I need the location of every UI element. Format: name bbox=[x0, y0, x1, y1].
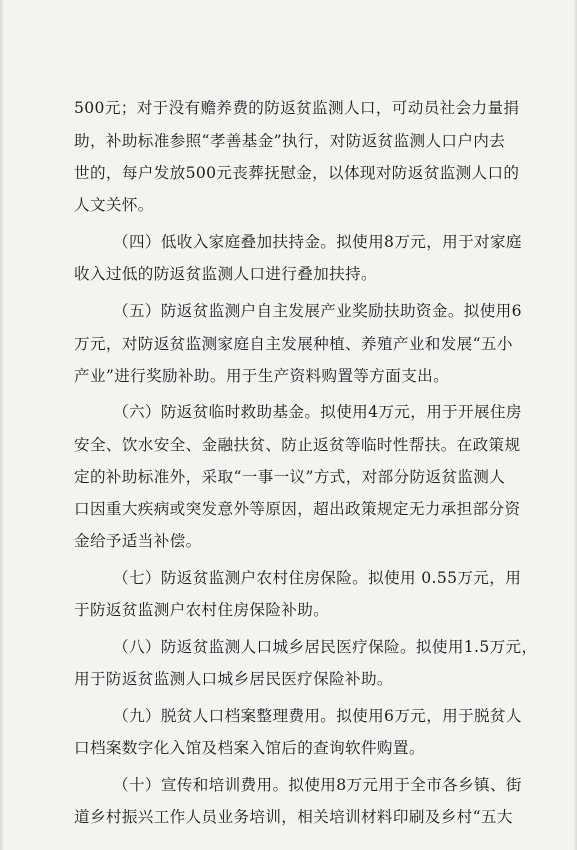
text-line-7: （五）防返贫监测户自主发展产业奖励扶助资金。拟使用6 bbox=[113, 302, 522, 320]
text-line-20: 口档案数字化入馆及档案入馆后的查询软件购置。 bbox=[74, 739, 425, 757]
text-line-21: （十）宣传和培训费用。拟使用8万元用于全市各乡镇、街 bbox=[113, 776, 522, 794]
text-line-1: 500元；对于没有赡养费的防返贫监测人口，可动员社会力量捐 bbox=[74, 99, 520, 117]
text-line-12: 定的补助标准外，采取“一事一议”方式，对部分防返贫监测人 bbox=[74, 468, 506, 486]
text-line-6: 收入过低的防返贫监测人口进行叠加扶持。 bbox=[74, 265, 377, 283]
text-line-22: 道乡村振兴工作人员业务培训，相关培训材料印刷及乡村“五大 bbox=[74, 808, 513, 826]
scan-edge-right bbox=[573, 0, 577, 850]
text-line-18: 用于防返贫监测人口城乡居民医疗保险补助。 bbox=[74, 670, 393, 688]
text-line-19: （九）脱贫人口档案整理费用。拟使用6万元，用于脱贫人 bbox=[113, 707, 522, 725]
text-line-8: 万元，对防返贫监测家庭自主发展种植、养殖产业和发展“五小 bbox=[74, 335, 513, 353]
text-line-5: （四）低收入家庭叠加扶持金。拟使用8万元，用于对家庭 bbox=[113, 233, 522, 251]
text-line-15: （七）防返贫监测户农村住房保险。拟使用 0.55万元，用 bbox=[113, 569, 522, 587]
text-line-3: 世的，每户发放500元丧葬抚慰金，以体现对防返贫监测人口的 bbox=[74, 164, 520, 182]
scan-edge-left bbox=[0, 0, 4, 850]
text-line-2: 助，补助标准参照“孝善基金”执行，对防返贫监测人口户内去 bbox=[74, 132, 506, 150]
text-line-11: 安全、饮水安全、金融扶贫、防止返贫等临时性帮扶。在政策规 bbox=[74, 436, 521, 454]
text-line-13: 口因重大疾病或突发意外等原因，超出政策规定无力承担部分资 bbox=[74, 500, 521, 518]
text-line-9: 产业”进行奖励补助。用于生产资料购置等方面支出。 bbox=[74, 367, 450, 385]
text-line-17: （八）防返贫监测人口城乡居民医疗保险。拟使用1.5万元， bbox=[113, 638, 538, 656]
text-line-16: 于防返贫监测户农村住房保险补助。 bbox=[74, 601, 330, 619]
text-line-10: （六）防返贫临时救助基金。拟使用4万元，用于开展住房 bbox=[113, 403, 522, 421]
text-line-14: 金给予适当补偿。 bbox=[74, 532, 202, 550]
text-line-4: 人文关怀。 bbox=[74, 196, 154, 214]
